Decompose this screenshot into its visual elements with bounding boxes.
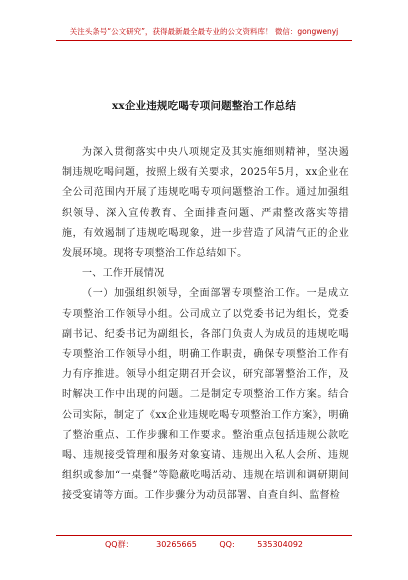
- section-heading: 一、工作开展情况: [82, 268, 165, 280]
- header-divider: [56, 40, 352, 41]
- header-promo-note: 关注头条号“公文研究”，获得最新最全最专业的公文资料库！ 微信：gongwenyj: [69, 27, 339, 36]
- body-paragraph: （一）加强组织领导，全面部署专项整治工作。一是成立专项整治工作领导小组。公司成立了以党委书记为组长，党委副书记、纪委书记为副组长，各部门负责人为成员的违规吃喝专项整治工作领导小组，明确工作职责，确保专项整治工作有力有序推进。领导小组定期召开会议，研究部署整治工作，及时解决工作中出现的问题。二是制定专项整治工作方案。结合公司实际，制定了《xx企业违规吃喝专项整治工作方案》，明确了整治重点、工作步骤和工作要求。整治重点包括违规公款吃喝、违规接受管理和服务对象宴请、违规出入私人会所、违规组织或参加“一桌餐”等隐蔽吃喝活动、违规在培训和调研期间接受宴请等方面。工作步骤分为动员部署、自查自纠、监督检: [62, 288, 349, 502]
- document-title: xx企业违规吃喝专项问题整治工作总结: [111, 100, 297, 112]
- intro-paragraph: 为深入贯彻落实中央八项规定及其实施细则精神，坚决遏制违规吃喝问题，按照上级有关要求，2025年5月，xx企业在全公司范围内开展了违规吃喝专项问题整治工作。通过加强组织领导、深入宣传教育、全面排查问题、严肃整改落实等措施，有效遏制了违规吃喝现象，进一步营造了风清气正的企业发展环境。现将专项整治工作总结如下。: [62, 147, 349, 260]
- document-body: [62, 143, 349, 507]
- footer-divider: [56, 535, 352, 536]
- footer-contact-note: QQ群： 30265665 QQ: 535304092: [104, 540, 304, 549]
